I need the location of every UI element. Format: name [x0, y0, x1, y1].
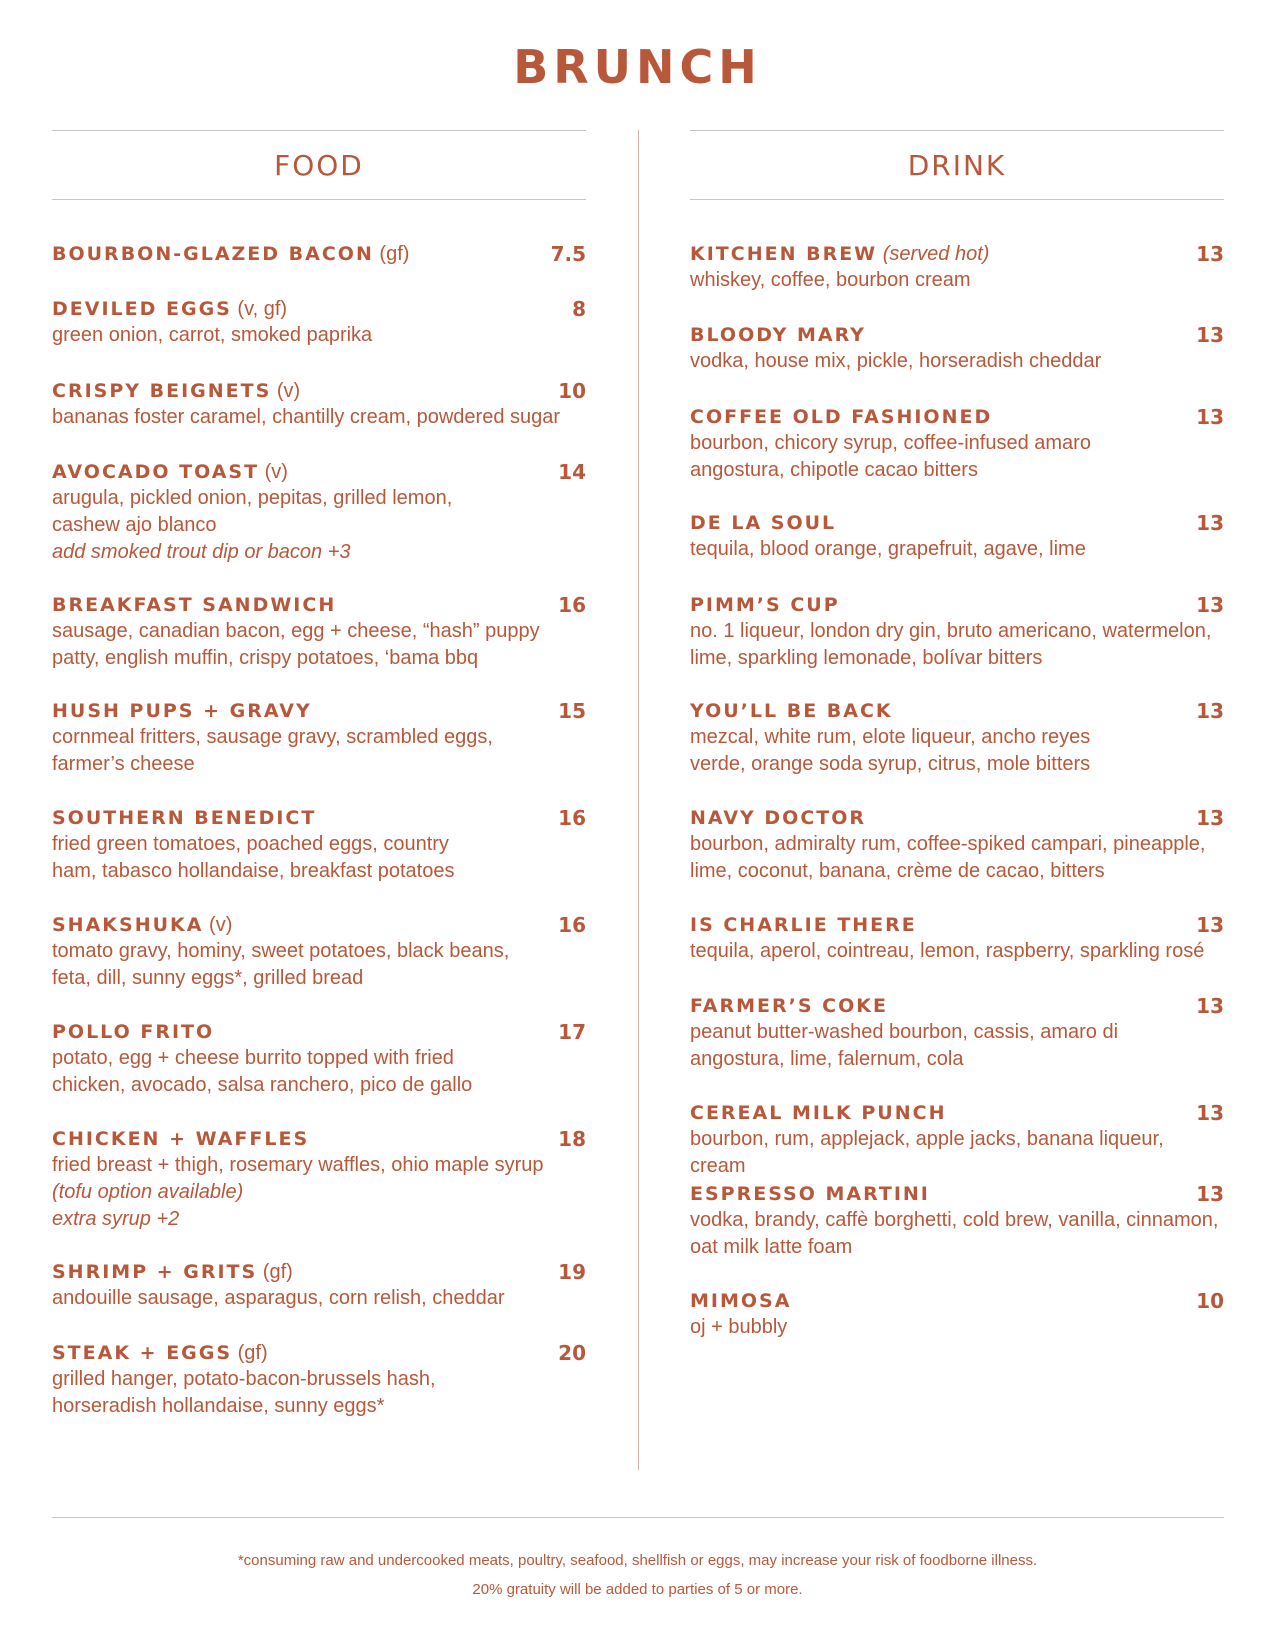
- food-item: [52, 378, 586, 431]
- gratuity-note: 20% gratuity will be added to parties of 5 or more.: [472, 1581, 803, 1598]
- item-heading-line: [690, 1181, 1224, 1207]
- drink-item: [690, 1100, 1224, 1180]
- item-price: 14: [558, 460, 586, 484]
- drink-item: [690, 592, 1224, 672]
- item-description: cornmeal fritters, sausage gravy, scrambled eggs, farmer’s cheese: [52, 726, 493, 775]
- item-name: SOUTHERN BENEDICT: [52, 807, 317, 829]
- item-name: DE LA SOUL: [690, 512, 837, 534]
- drink-item: [690, 1181, 1224, 1261]
- drink-item: [690, 1288, 1224, 1341]
- item-name: IS CHARLIE THERE: [690, 914, 917, 936]
- item-description: vodka, brandy, caffè borghetti, cold brew, vanilla, cinnamon, oat milk latte foam: [690, 1209, 1219, 1258]
- column-divider: [638, 130, 639, 1470]
- drink-item: [690, 322, 1224, 375]
- item-name: BOURBON-GLAZED BACON: [52, 243, 374, 265]
- item-name: MIMOSA: [690, 1290, 792, 1312]
- menu-title: BRUNCH: [513, 40, 762, 94]
- food-item: [52, 1259, 586, 1312]
- item-name: BREAKFAST SANDWICH: [52, 594, 337, 616]
- item-price: 13: [1196, 1101, 1224, 1125]
- item-name: BLOODY MARY: [690, 324, 866, 346]
- item-price: 13: [1196, 699, 1224, 723]
- item-price: 15: [558, 699, 586, 723]
- item-name: PIMM’S CUP: [690, 594, 840, 616]
- divider: [690, 199, 1224, 200]
- item-description: arugula, pickled onion, pepitas, grilled lemon, cashew ajo blanco: [52, 487, 453, 536]
- item-heading-line: [52, 912, 586, 938]
- item-description: grilled hanger, potato-bacon-brussels hash, horseradish hollandaise, sunny eggs*: [52, 1368, 436, 1417]
- item-price: 13: [1196, 994, 1224, 1018]
- food-column: [52, 130, 586, 1417]
- item-heading-line: [690, 404, 1224, 430]
- item-heading-line: [690, 912, 1224, 938]
- item-name: DEVILED EGGS: [52, 298, 232, 320]
- item-name: SHRIMP + GRITS: [52, 1261, 258, 1283]
- food-item: [52, 296, 586, 349]
- item-tag: (gf): [237, 1342, 268, 1364]
- item-price: 13: [1196, 806, 1224, 830]
- food-item: [52, 1126, 586, 1233]
- item-description: vodka, house mix, pickle, horseradish cheddar: [690, 350, 1102, 372]
- item-name: STEAK + EGGS: [52, 1342, 233, 1364]
- drink-item: [690, 404, 1224, 484]
- item-name: ESPRESSO MARTINI: [690, 1183, 930, 1205]
- food-heading: FOOD: [274, 149, 364, 182]
- item-description: tequila, aperol, cointreau, lemon, raspberry, sparkling rosé: [690, 940, 1205, 962]
- item-heading-line: [52, 459, 586, 485]
- item-price: 16: [558, 806, 586, 830]
- item-price: 13: [1196, 323, 1224, 347]
- item-price: 19: [558, 1260, 586, 1284]
- food-item: [52, 1340, 586, 1420]
- item-description: tomato gravy, hominy, sweet potatoes, black beans, feta, dill, sunny eggs*, grilled bread: [52, 940, 510, 989]
- item-heading-line: [690, 1100, 1224, 1126]
- item-name: YOU’LL BE BACK: [690, 700, 893, 722]
- food-item: [52, 912, 586, 992]
- food-item: [52, 241, 586, 267]
- item-note: add smoked trout dip or bacon +3: [52, 541, 351, 563]
- item-description: andouille sausage, asparagus, corn relish, cheddar: [52, 1287, 505, 1309]
- item-heading-line: [52, 698, 586, 724]
- item-price: 16: [558, 913, 586, 937]
- drink-heading: DRINK: [907, 149, 1007, 182]
- footer-divider: [52, 1517, 1224, 1518]
- food-item: [52, 698, 586, 778]
- item-tag: (v, gf): [237, 298, 288, 320]
- item-heading-line: [690, 322, 1224, 348]
- item-heading-line: [52, 592, 586, 618]
- item-price: 13: [1196, 405, 1224, 429]
- item-price: 13: [1196, 242, 1224, 266]
- item-price: 13: [1196, 511, 1224, 535]
- food-item: [52, 805, 586, 885]
- item-description: potato, egg + cheese burrito topped with fried chicken, avocado, salsa ranchero, pico de gallo: [52, 1047, 473, 1096]
- item-price: 8: [572, 297, 586, 321]
- item-heading-line: [52, 1340, 586, 1366]
- item-heading-line: [52, 1019, 586, 1045]
- item-name: FARMER’S COKE: [690, 995, 888, 1017]
- item-name: KITCHEN BREW: [690, 243, 878, 265]
- item-heading-line: [690, 993, 1224, 1019]
- item-price: 13: [1196, 913, 1224, 937]
- item-heading-line: [690, 805, 1224, 831]
- item-name: NAVY DOCTOR: [690, 807, 867, 829]
- drink-item: [690, 993, 1224, 1073]
- item-name: COFFEE OLD FASHIONED: [690, 406, 993, 428]
- item-price: 16: [558, 593, 586, 617]
- item-price: 20: [558, 1341, 586, 1365]
- divider: [52, 199, 586, 200]
- item-note: (tofu option available): [52, 1181, 244, 1203]
- item-description: bananas foster caramel, chantilly cream, powdered sugar: [52, 406, 561, 428]
- drink-column: [690, 130, 1224, 1338]
- item-name: CEREAL MILK PUNCH: [690, 1102, 947, 1124]
- item-name: CRISPY BEIGNETS: [52, 380, 272, 402]
- item-price: 18: [558, 1127, 586, 1151]
- food-item: [52, 1019, 586, 1099]
- item-name: CHICKEN + WAFFLES: [52, 1128, 310, 1150]
- item-heading-line: [52, 805, 586, 831]
- item-price: 10: [558, 379, 586, 403]
- item-heading-line: [52, 241, 586, 267]
- item-heading-line: [690, 241, 1224, 267]
- item-price: 7.5: [550, 242, 586, 266]
- item-price: 17: [558, 1020, 586, 1044]
- drink-item: [690, 241, 1224, 294]
- item-description: fried green tomatoes, poached eggs, country ham, tabasco hollandaise, breakfast potatoes: [52, 833, 455, 882]
- item-description: oj + bubbly: [690, 1316, 788, 1338]
- item-heading-line: [690, 698, 1224, 724]
- item-heading-line: [690, 1288, 1224, 1314]
- item-description: tequila, blood orange, grapefruit, agave, lime: [690, 538, 1086, 560]
- item-heading-line: [52, 378, 586, 404]
- item-description: peanut butter-washed bourbon, cassis, amaro di angostura, lime, falernum, cola: [690, 1021, 1119, 1070]
- item-price: 13: [1196, 1182, 1224, 1206]
- item-heading-line: [52, 1259, 586, 1285]
- item-description: fried breast + thigh, rosemary waffles, ohio maple syrup: [52, 1154, 544, 1176]
- item-tag: (gf): [262, 1261, 293, 1283]
- item-heading-line: [690, 592, 1224, 618]
- food-item: [52, 459, 586, 566]
- drink-item: [690, 805, 1224, 885]
- drink-item: [690, 912, 1224, 965]
- item-price: 10: [1196, 1289, 1224, 1313]
- health-disclaimer: *consuming raw and undercooked meats, poultry, seafood, shellfish or eggs, may increase your risk of foodborne illness.: [237, 1552, 1038, 1569]
- item-description: sausage, canadian bacon, egg + cheese, “hash” puppy patty, english muffin, crispy potatoes, ‘bama bbq: [52, 620, 540, 669]
- item-description: bourbon, admiralty rum, coffee-spiked campari, pineapple, lime, coconut, banana, crème de cacao, bitters: [690, 833, 1206, 882]
- item-tag: (served hot): [882, 243, 990, 265]
- item-tag: (v): [276, 380, 301, 402]
- item-description: no. 1 liqueur, london dry gin, bruto americano, watermelon, lime, sparkling lemonade, bolívar bitters: [690, 620, 1212, 669]
- item-name: HUSH PUPS + GRAVY: [52, 700, 312, 722]
- item-description: bourbon, rum, applejack, apple jacks, banana liqueur, cream: [690, 1128, 1164, 1177]
- item-description: mezcal, white rum, elote liqueur, ancho reyes verde, orange soda syrup, citrus, mole bitters: [690, 726, 1091, 775]
- drink-item: [690, 510, 1224, 563]
- drink-item: [690, 698, 1224, 778]
- item-description: green onion, carrot, smoked paprika: [52, 324, 373, 346]
- item-heading-line: [52, 1126, 586, 1152]
- item-tag: (v): [264, 461, 288, 483]
- item-note: extra syrup +2: [52, 1208, 180, 1230]
- food-item: [52, 592, 586, 672]
- item-tag: (gf): [379, 243, 410, 265]
- item-heading-line: [690, 510, 1224, 536]
- item-name: SHAKSHUKA: [52, 914, 204, 936]
- item-name: AVOCADO TOAST: [52, 461, 260, 483]
- item-price: 13: [1196, 593, 1224, 617]
- item-description: bourbon, chicory syrup, coffee-infused amaro angostura, chipotle cacao bitters: [690, 432, 1091, 481]
- item-heading-line: [52, 296, 586, 322]
- item-name: POLLO FRITO: [52, 1021, 215, 1043]
- item-tag: (v): [209, 914, 233, 936]
- item-description: whiskey, coffee, bourbon cream: [690, 269, 971, 291]
